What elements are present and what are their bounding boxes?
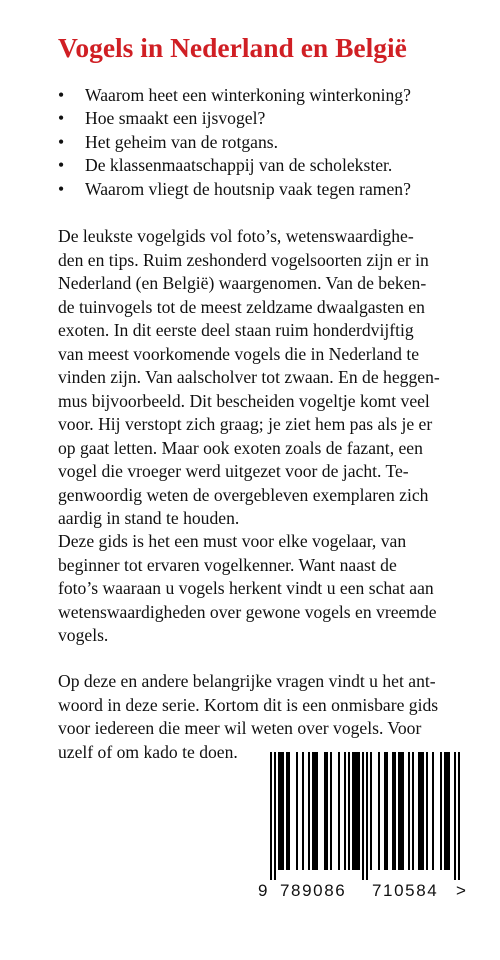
- barcode-bar: [314, 752, 316, 870]
- audience-paragraph: [58, 530, 488, 648]
- text-line: uzelf of om kado te doen.: [58, 741, 238, 762]
- text-line: van meest voorkomende vogels die in Nederland te: [58, 343, 420, 364]
- text-line: wetenswaardigheden over gewone vogels en vreemde: [58, 601, 437, 622]
- text-line: aardig in stand te houden.: [58, 508, 240, 528]
- barcode-bar: [354, 752, 356, 870]
- question-item: [58, 178, 411, 201]
- text-line: woord in deze serie. Kortom dit is een onmisbare gids: [58, 694, 439, 715]
- text-line: vogel die vroeger werd uitgezet voor de jacht. Te-: [58, 461, 409, 481]
- barcode-bar: [278, 752, 280, 870]
- text-line: mus bijvoorbeeld. Dit bescheiden vogeltje komt veel: [58, 390, 430, 411]
- barcode-bar: [392, 752, 394, 870]
- text-line: De leukste vogelgids vol foto’s, wetenswaardighe-: [58, 226, 414, 246]
- barcode-guard-bar: [366, 752, 368, 880]
- barcode-bar: [282, 752, 284, 870]
- question-item: [58, 131, 411, 154]
- barcode-guard-bar: [458, 752, 460, 880]
- barcode-bar: [356, 752, 358, 870]
- text-line: Nederland (en België) waargenomen. Van de beken-: [58, 273, 427, 293]
- barcode-guard-bar: [362, 752, 364, 880]
- quiet-zone-marker-icon: >: [456, 881, 467, 900]
- barcode-bar: [384, 752, 386, 870]
- text-line: de tuinvogels tot de meest zeldzame dwaalgasten en: [58, 296, 425, 317]
- barcode-bar: [440, 752, 442, 870]
- isbn-left-group: 789086: [280, 881, 347, 900]
- closing-paragraph: [58, 670, 488, 764]
- question-text: Het geheim van de rotgans.: [85, 131, 278, 152]
- barcode-bar: [338, 752, 340, 870]
- barcode-bar: [386, 752, 388, 870]
- text-line: Op deze en andere belangrijke vragen vindt u het ant-: [58, 671, 436, 691]
- barcode-bar: [446, 752, 448, 870]
- question-text: De klassenmaatschappij van de scholekster.: [85, 155, 393, 176]
- barcode-guard-bar: [270, 752, 272, 880]
- barcode-bar: [302, 752, 304, 870]
- barcode-bar: [358, 752, 360, 870]
- bullet-icon: •: [58, 131, 65, 152]
- question-item: [58, 154, 411, 177]
- question-text: Waarom vliegt de houtsnip vaak tegen ramen?: [85, 178, 411, 199]
- question-text: Hoe smaakt een ijsvogel?: [85, 108, 266, 129]
- barcode-bar: [308, 752, 310, 870]
- barcode-bar: [370, 752, 372, 870]
- barcode-bar: [312, 752, 314, 870]
- barcode-bar: [400, 752, 402, 870]
- barcode-bar: [348, 752, 350, 870]
- isbn-first-digit: 9: [258, 881, 268, 900]
- text-line: op gaat letten. Maar ook exoten zoals de fazant, een: [58, 437, 423, 458]
- barcode-bar: [352, 752, 354, 870]
- barcode-bar: [444, 752, 446, 870]
- barcode-bar: [422, 752, 424, 870]
- barcode-bar: [420, 752, 422, 870]
- barcode-bar: [432, 752, 434, 870]
- barcode-bar: [402, 752, 404, 870]
- barcode-bar: [286, 752, 288, 870]
- question-item: [58, 107, 411, 130]
- barcode-guard-bar: [454, 752, 456, 880]
- barcode-bar: [378, 752, 380, 870]
- barcode-bar: [316, 752, 318, 870]
- text-line: voor. Hij verstopt zich graag; je ziet hem pas als je er: [58, 414, 433, 434]
- text-line: vogels.: [58, 625, 109, 645]
- barcode-bar: [394, 752, 396, 870]
- barcode-bar: [288, 752, 290, 870]
- text-line: beginner tot ervaren vogelkenner. Want naast de: [58, 554, 397, 575]
- barcode-bar: [418, 752, 420, 870]
- isbn-right-group: 710584: [372, 881, 439, 900]
- book-title: Vogels in Nederland en België: [58, 32, 407, 63]
- bullet-icon: •: [58, 178, 65, 199]
- text-line: genwoordig weten de overgebleven exemplaren zich: [58, 484, 429, 505]
- text-line: den en tips. Ruim zeshonderd vogelsoorten zijn er in: [58, 249, 429, 270]
- barcode-bar: [326, 752, 328, 870]
- bullet-icon: •: [58, 155, 65, 176]
- text-line: Deze gids is het een must voor elke vogelaar, van: [58, 531, 407, 551]
- barcode-bars: [250, 752, 478, 882]
- bullet-icon: •: [58, 85, 65, 105]
- barcode-bar: [448, 752, 450, 870]
- question-list: [58, 84, 411, 201]
- barcode-bar: [408, 752, 410, 870]
- barcode-bar: [344, 752, 346, 870]
- question-text: Waarom heet een winterkoning winterkoning?: [85, 85, 411, 105]
- barcode-bar: [296, 752, 298, 870]
- bullet-icon: •: [58, 108, 65, 129]
- description-paragraph: [58, 225, 488, 531]
- question-item: [58, 84, 411, 107]
- barcode-bar: [280, 752, 282, 870]
- text-line: foto’s waaraan u vogels herkent vindt u een schat aan: [58, 578, 434, 598]
- barcode-bar: [398, 752, 400, 870]
- barcode-bar: [426, 752, 428, 870]
- barcode-bar: [412, 752, 414, 870]
- barcode-bar: [324, 752, 326, 870]
- barcode-bar: [330, 752, 332, 870]
- barcode-guard-bar: [274, 752, 276, 880]
- text-line: voor iedereen die meer wil weten over vogels. Voor: [58, 718, 422, 738]
- text-line: vinden zijn. Van aalscholver tot zwaan. En de heggen-: [58, 367, 440, 387]
- text-line: exoten. In dit eerste deel staan ruim honderdvijftig: [58, 320, 414, 340]
